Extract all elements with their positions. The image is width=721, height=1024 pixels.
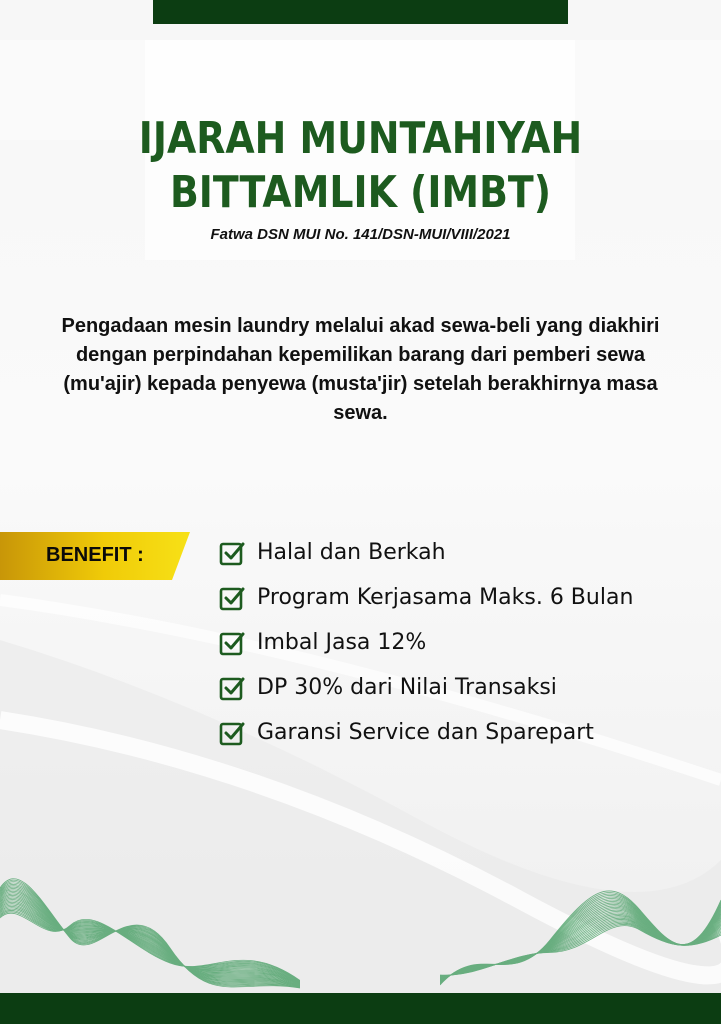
checkbox-check-icon (218, 629, 246, 657)
checkbox-check-icon (218, 539, 246, 567)
benefit-text: DP 30% dari Nilai Transaksi (257, 675, 557, 700)
checkbox-check-icon (218, 584, 246, 612)
page-title (102, 112, 619, 220)
benefit-text: Garansi Service dan Sparepart (257, 720, 594, 745)
checkbox-check-icon (218, 719, 246, 747)
benefit-text: Program Kerjasama Maks. 6 Bulan (257, 585, 634, 610)
benefit-item (218, 530, 718, 575)
benefit-text: Halal dan Berkah (257, 540, 446, 565)
benefit-item (218, 620, 718, 665)
decorative-wave-left (0, 868, 300, 994)
title-line-1: IJARAH MUNTAHIYAH (138, 113, 583, 164)
benefit-item (218, 665, 718, 710)
checkbox-check-icon (218, 674, 246, 702)
benefit-list (218, 530, 718, 755)
title-line-2: BITTAMLIK (IMBT) (169, 167, 552, 218)
decorative-wave-right (440, 880, 721, 994)
benefit-item (218, 575, 718, 620)
bottom-accent-bar (0, 993, 721, 1024)
benefit-text: Imbal Jasa 12% (257, 630, 427, 655)
benefit-label: BENEFIT : (46, 544, 144, 566)
fatwa-subtitle: Fatwa DSN MUI No. 141/DSN-MUI/VIII/2021 (210, 226, 511, 243)
description-text: Pengadaan mesin laundry melalui akad sewa-beli yang diakhiri dengan perpindahan kepemilikan barang dari pemberi sewa (mu'ajir) kepada penyewa (musta'jir) setelah berakhirnya masa sewa. (61, 315, 660, 424)
top-accent-bar (153, 0, 568, 24)
benefit-item (218, 710, 718, 755)
